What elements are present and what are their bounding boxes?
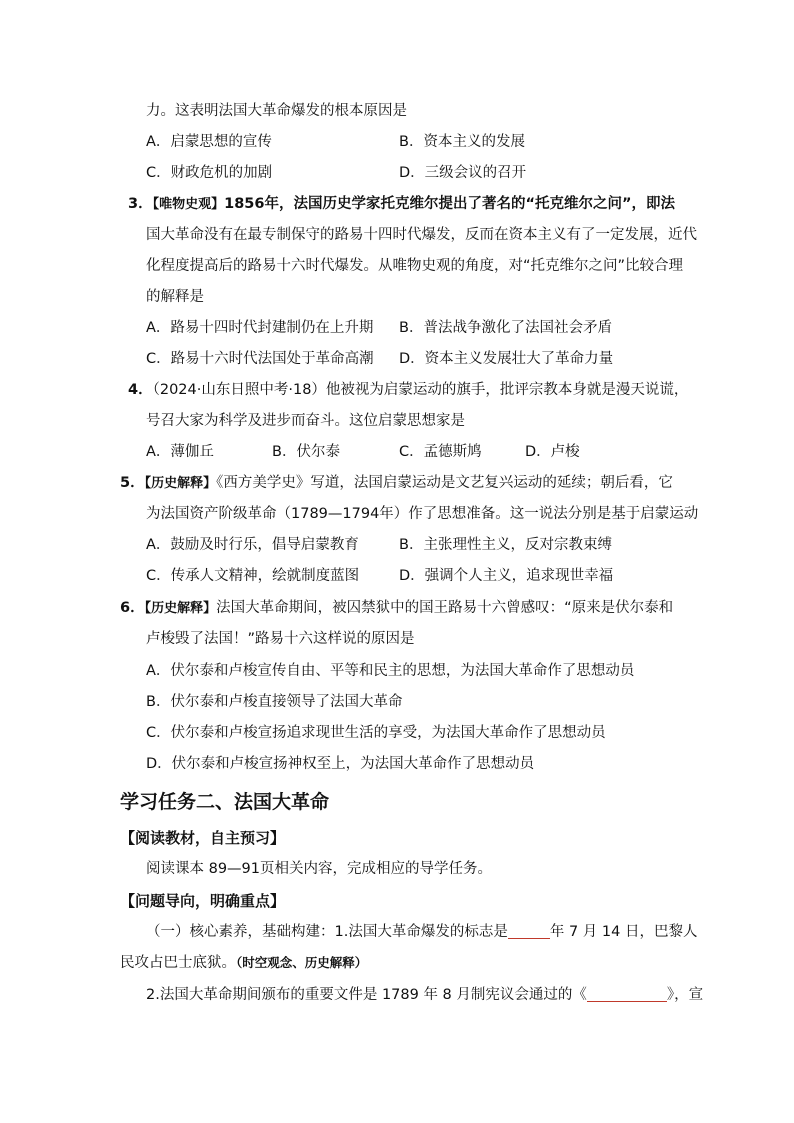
read-heading: 【阅读教材，自主预习】 bbox=[120, 829, 286, 847]
q3-option-c[interactable]: C．路易十六时代法国处于革命高潮 bbox=[146, 351, 374, 367]
q3-line1 bbox=[128, 194, 675, 215]
q3-line4: 的解释是 bbox=[146, 289, 204, 305]
q6-option-d[interactable]: D．伏尔泰和卢梭宣扬神权至上，为法国大革命作了思想动员 bbox=[146, 756, 535, 772]
q4-option-c[interactable]: C．孟德斯鸠 bbox=[399, 444, 482, 460]
item1-suffix: 年 7 月 14 日，巴黎人 bbox=[549, 924, 698, 940]
q4-number: 4． bbox=[128, 382, 153, 398]
q2-option-c[interactable]: C．财政危机的加剧 bbox=[146, 165, 273, 181]
q5-tag: 【历史解释】 bbox=[144, 476, 217, 491]
q3-text1: 1856年，法国历史学家托克维尔提出了著名的“托克维尔之问”，即法 bbox=[224, 196, 676, 212]
q6-tag: 【历史解释】 bbox=[144, 601, 217, 616]
item1-line2-text: 民攻占巴士底狱。 bbox=[120, 955, 236, 971]
q2-option-a[interactable]: A．启蒙思想的宣传 bbox=[146, 134, 272, 150]
q5-option-a[interactable]: A．鼓励及时行乐，倡导启蒙教育 bbox=[146, 537, 359, 553]
item2-suffix: 》，宣 bbox=[666, 987, 704, 1003]
q4-option-a[interactable]: A．薄伽丘 bbox=[146, 444, 214, 460]
q6-option-b[interactable]: B．伏尔泰和卢梭直接领导了法国大革命 bbox=[146, 694, 403, 710]
item2-answer-blank[interactable] bbox=[587, 985, 667, 1002]
q6-line1 bbox=[120, 598, 673, 619]
q6-line2: 卢梭毁了法国！”路易十六这样说的原因是 bbox=[146, 631, 415, 647]
q6-text1: 法国大革命期间，被囚禁狱中的国王路易十六曾感叹：“原来是伏尔泰和 bbox=[216, 600, 674, 616]
guide-heading: 【问题导向，明确重点】 bbox=[120, 892, 286, 910]
q3-line3: 化程度提高后的路易十六时代爆发。从唯物史观的角度，对“托克维尔之问”比较合理 bbox=[146, 258, 684, 274]
q3-option-d[interactable]: D．资本主义发展壮大了革命力量 bbox=[399, 351, 614, 367]
q2-stem-line: 力。这表明法国大革命爆发的根本原因是 bbox=[146, 103, 407, 119]
q5-option-d[interactable]: D．强调个人主义，追求现世幸福 bbox=[399, 568, 614, 584]
q5-line1 bbox=[120, 473, 673, 494]
q2-option-b[interactable]: B．资本主义的发展 bbox=[399, 134, 525, 150]
q3-option-b[interactable]: B．普法战争激化了法国社会矛盾 bbox=[399, 320, 612, 336]
q6-option-c[interactable]: C．伏尔泰和卢梭宣扬追求现世生活的享受，为法国大革命作了思想动员 bbox=[146, 725, 606, 741]
q6-option-a[interactable]: A．伏尔泰和卢梭宣传自由、平等和民主的思想，为法国大革命作了思想动员 bbox=[146, 663, 635, 679]
q3-number: 3． bbox=[128, 196, 153, 212]
item2-prefix: 2.法国大革命期间颁布的重要文件是 1789 年 8 月制宪议会通过的《 bbox=[146, 987, 587, 1003]
q3-tag: 【唯物史观】 bbox=[152, 197, 225, 212]
item1-prefix: （一）核心素养，基础构建：1.法国大革命爆发的标志是 bbox=[146, 924, 508, 940]
q5-line2: 为法国资产阶级革命（1789—1794年）作了思想准备。这一说法分别是基于启蒙运动 bbox=[146, 506, 699, 522]
q2-option-d[interactable]: D．三级会议的召开 bbox=[399, 165, 527, 181]
item1-line1 bbox=[146, 922, 697, 942]
q4-option-b[interactable]: B．伏尔泰 bbox=[272, 444, 340, 460]
section-title: 学习任务二、法国大革命 bbox=[120, 791, 330, 813]
q3-option-a[interactable]: A．路易十四时代封建制仍在上升期 bbox=[146, 320, 374, 336]
q4-line1 bbox=[128, 380, 688, 400]
q4-line2: 号召大家为科学及进步而奋斗。这位启蒙思想家是 bbox=[146, 413, 465, 429]
q4-option-d[interactable]: D．卢梭 bbox=[525, 444, 580, 460]
q5-option-b[interactable]: B．主张理性主义，反对宗教束缚 bbox=[399, 537, 612, 553]
q4-text1: （2024·山东日照中考·18）他被视为启蒙运动的旗手，批评宗教本身就是漫天说谎， bbox=[152, 382, 689, 398]
item1-answer-blank[interactable] bbox=[508, 922, 550, 939]
q3-line2: 国大革命没有在最专制保守的路易十四时代爆发，反而在资本主义有了一定发展，近代 bbox=[146, 227, 697, 243]
q5-option-c[interactable]: C．传承人文精神，绘就制度蓝图 bbox=[146, 568, 360, 584]
item2-line1 bbox=[146, 985, 703, 1005]
q5-number: 5． bbox=[120, 475, 145, 491]
q6-number: 6． bbox=[120, 600, 145, 616]
q5-text1: 《西方美学史》写道，法国启蒙运动是文艺复兴运动的延续；朝后看，它 bbox=[216, 475, 673, 491]
item1-tag: （时空观念、历史解释） bbox=[236, 955, 368, 970]
read-text: 阅读课本 89—91页相关内容，完成相应的导学任务。 bbox=[146, 861, 493, 877]
item1-line2 bbox=[120, 953, 367, 973]
